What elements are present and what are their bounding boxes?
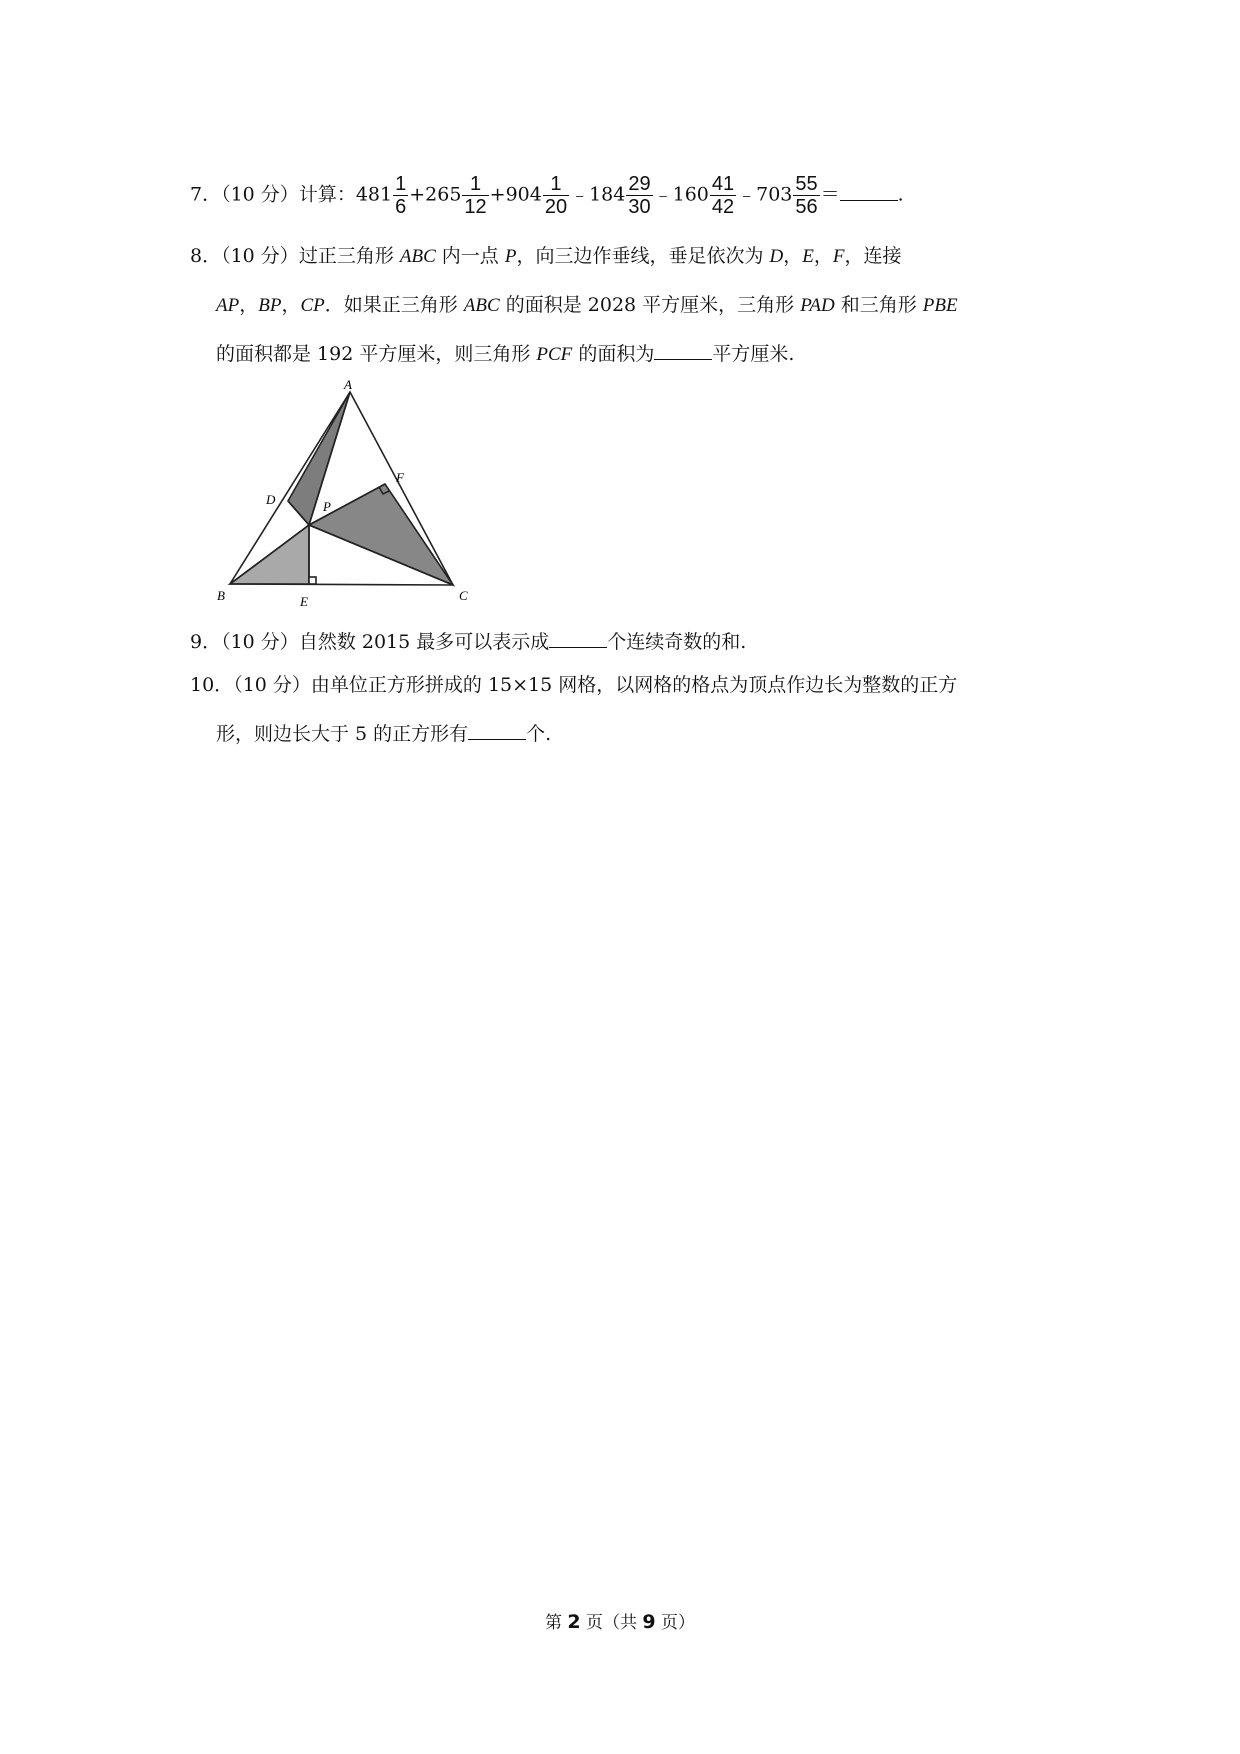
question-8-line-1 bbox=[190, 241, 902, 272]
answer-blank[interactable] bbox=[654, 339, 712, 360]
math-var: ABC bbox=[463, 295, 500, 316]
text: 的面积是 2028 平方厘米，三角形 bbox=[499, 294, 801, 316]
math-var: BP bbox=[258, 295, 282, 316]
page-footer bbox=[0, 1608, 1240, 1633]
label-a: A bbox=[344, 380, 352, 392]
question-8-line-2 bbox=[216, 290, 958, 321]
term-integer: ﹣160 bbox=[653, 183, 709, 206]
term-integer: ﹣184 bbox=[570, 183, 626, 206]
label-d: D bbox=[266, 492, 276, 507]
text: 自然数 2015 最多可以表示成 bbox=[298, 631, 550, 653]
text: ， bbox=[239, 294, 259, 316]
term-integer: +904 bbox=[489, 183, 542, 206]
score: （10 分） bbox=[221, 183, 299, 206]
page-number: 2 bbox=[567, 1611, 581, 1633]
term-integer: ﹣703 bbox=[737, 183, 793, 206]
math-var: ABC bbox=[399, 246, 436, 267]
text: 个连续奇数的和. bbox=[607, 631, 747, 653]
text: ， bbox=[813, 245, 833, 267]
text: ， bbox=[783, 245, 803, 267]
math-var: CP bbox=[300, 295, 325, 316]
text: 的面积都是 192 平方厘米，则三角形 bbox=[216, 343, 537, 365]
fraction: $\frac{1}{6}$ bbox=[395, 173, 407, 218]
text: 和三角形 bbox=[834, 294, 923, 316]
fraction: $\frac{29}{30}$ bbox=[628, 173, 651, 218]
text: 内一点 bbox=[435, 245, 505, 267]
math-var: PBE bbox=[922, 295, 958, 316]
question-7 bbox=[190, 173, 904, 218]
text: ，连接 bbox=[844, 245, 902, 267]
text: ， bbox=[281, 294, 301, 316]
question-10-line-1 bbox=[190, 670, 957, 700]
math-var: PAD bbox=[800, 295, 835, 316]
question-number: 8． bbox=[190, 245, 222, 267]
period: . bbox=[897, 183, 904, 206]
text: 的面积为 bbox=[572, 343, 655, 365]
answer-blank[interactable] bbox=[468, 719, 526, 740]
equals-sign: ＝ bbox=[820, 183, 840, 206]
math-var: AP bbox=[216, 295, 240, 316]
question-number: 7． bbox=[190, 183, 222, 206]
footer-text: 第 bbox=[544, 1613, 568, 1633]
label-f: F bbox=[396, 470, 404, 485]
text: ．如果正三角形 bbox=[324, 294, 464, 316]
text: 形，则边长大于 5 的正方形有 bbox=[216, 723, 469, 745]
label-b: B bbox=[217, 588, 225, 603]
question-number: 10． bbox=[190, 674, 234, 696]
label-p: P bbox=[323, 499, 331, 514]
text: 个. bbox=[526, 723, 552, 745]
question-number: 9． bbox=[190, 631, 222, 653]
total-pages: 9 bbox=[642, 1611, 656, 1633]
score: （10 分） bbox=[221, 631, 299, 653]
footer-text: 页（共 bbox=[580, 1613, 643, 1633]
fraction: $\frac{55}{56}$ bbox=[795, 173, 818, 218]
label-c: C bbox=[459, 588, 468, 603]
fraction: $\frac{1}{12}$ bbox=[464, 173, 487, 218]
math-var: D bbox=[769, 246, 784, 267]
label-e: E bbox=[300, 594, 308, 609]
score: （10 分） bbox=[221, 245, 299, 267]
shaded-triangle-pad bbox=[288, 392, 350, 525]
term-integer: 481 bbox=[355, 183, 393, 206]
score: （10 分） bbox=[233, 674, 311, 696]
fraction: $\frac{41}{42}$ bbox=[711, 173, 735, 218]
math-var: P bbox=[504, 246, 517, 267]
math-var: F bbox=[832, 246, 845, 267]
term-integer: +265 bbox=[409, 183, 462, 206]
question-9 bbox=[190, 627, 746, 657]
right-angle-mark-e bbox=[309, 577, 316, 584]
triangle-figure bbox=[215, 380, 475, 610]
fraction: $\frac{1}{20}$ bbox=[544, 173, 568, 218]
question-8-line-3 bbox=[216, 339, 794, 370]
math-var: PCF bbox=[536, 344, 573, 365]
math-var: E bbox=[802, 246, 814, 267]
text: 由单位正方形拼成的 15×15 网格，以网格的格点为顶点作边长为整数的正方 bbox=[310, 674, 958, 696]
answer-blank[interactable] bbox=[840, 180, 898, 201]
text: 平方厘米. bbox=[712, 343, 795, 365]
footer-text: 页） bbox=[655, 1613, 696, 1633]
text: ，向三边作垂线，垂足依次为 bbox=[516, 245, 770, 267]
question-lead: 计算： bbox=[298, 183, 356, 206]
question-10-line-2 bbox=[216, 719, 551, 749]
answer-blank[interactable] bbox=[549, 627, 607, 648]
text: 过正三角形 bbox=[298, 245, 400, 267]
